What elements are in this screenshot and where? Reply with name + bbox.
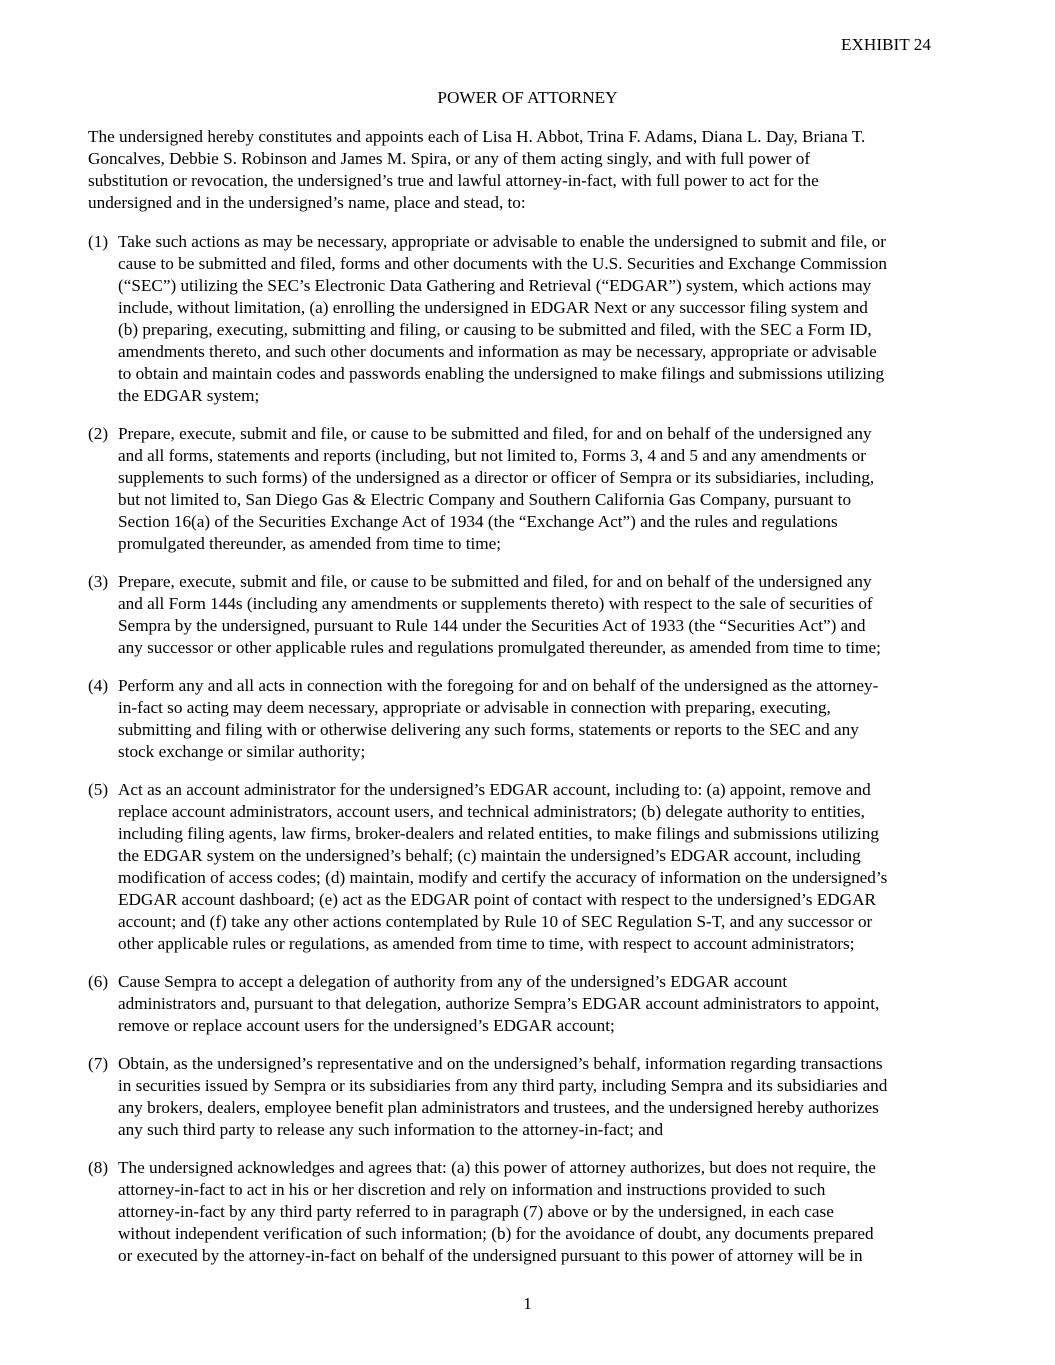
text-line: attorney-in-fact to act in his or her discretion and rely on information and instructions provided to such — [118, 1180, 826, 1199]
text-line: substitution or revocation, the undersigned’s true and lawful attorney-in-fact, with full power to act for the — [88, 171, 819, 190]
list-item — [88, 1157, 978, 1267]
text-line: Take such actions as may be necessary, appropriate or advisable to enable the undersigned to submit and file, or — [118, 232, 886, 251]
text-line: The undersigned hereby constitutes and appoints each of Lisa H. Abbot, Trina F. Adams, Diana L. Day, Briana T. — [88, 127, 866, 146]
text-line: without independent verification of such information; (b) for the avoidance of doubt, any documents prepared — [118, 1224, 874, 1243]
text-line: Prepare, execute, submit and file, or cause to be submitted and filed, for and on behalf of the undersigned any — [118, 572, 872, 591]
text-line: or executed by the attorney-in-fact on behalf of the undersigned pursuant to this power of attorney will be in — [118, 1246, 863, 1265]
intro-paragraph — [88, 126, 978, 214]
item-number: (2) — [88, 424, 109, 443]
document-body — [88, 126, 978, 1283]
item-text — [118, 1053, 887, 1141]
text-line: including filing agents, law firms, broker-dealers and related entities, to make filings and submissions utilizing — [118, 824, 879, 843]
list-item — [88, 675, 978, 763]
text-line: supplements to such forms) of the undersigned as a director or officer of Sempra or its subsidiaries, including, — [118, 468, 875, 487]
text-line: include, without limitation, (a) enrolling the undersigned in EDGAR Next or any successor filing system and — [118, 298, 868, 317]
text-line: administrators and, pursuant to that delegation, authorize Sempra’s EDGAR account administrators to appoint, — [118, 994, 880, 1013]
list-item — [88, 423, 978, 555]
text-line: Section 16(a) of the Securities Exchange Act of 1934 (the “Exchange Act”) and the rules and regulations — [118, 512, 838, 531]
text-line: and all forms, statements and reports (including, but not limited to, Forms 3, 4 and 5 and any amendments or — [118, 446, 867, 465]
item-number: (1) — [88, 232, 109, 251]
text-line: attorney-in-fact by any third party referred to in paragraph (7) above or by the undersigned, in each case — [118, 1202, 834, 1221]
text-line: remove or replace account users for the undersigned’s EDGAR account; — [118, 1016, 615, 1035]
list-item — [88, 571, 978, 659]
item-text — [118, 779, 887, 955]
text-line: amendments thereto, and such other documents and information as may be necessary, appropriate or advisable — [118, 342, 877, 361]
text-line: Sempra by the undersigned, pursuant to Rule 144 under the Securities Act of 1933 (the “Securities Act”) and — [118, 616, 866, 635]
text-line: to obtain and maintain codes and passwords enabling the undersigned to make filings and submissions utilizing — [118, 364, 885, 383]
text-line: Prepare, execute, submit and file, or cause to be submitted and filed, for and on behalf of the undersigned any — [118, 424, 872, 443]
text-line: the EDGAR system; — [118, 386, 260, 405]
item-text — [118, 423, 874, 555]
item-text — [118, 675, 878, 763]
text-line: Obtain, as the undersigned’s representative and on the undersigned’s behalf, information regarding transactions — [118, 1054, 883, 1073]
text-line: any such third party to release any such information to the attorney-in-fact; and — [118, 1120, 664, 1139]
text-line: promulgated thereunder, as amended from time to time; — [118, 534, 502, 553]
text-line: The undersigned acknowledges and agrees that: (a) this power of attorney authorizes, but does not require, the — [118, 1158, 876, 1177]
list-item — [88, 231, 978, 407]
text-line: Goncalves, Debbie S. Robinson and James M. Spira, or any of them acting singly, and with full power of — [88, 149, 811, 168]
item-text — [118, 971, 879, 1037]
text-line: and all Form 144s (including any amendments or supplements thereto) with respect to the sale of securities of — [118, 594, 873, 613]
item-number: (8) — [88, 1158, 109, 1177]
item-text — [118, 1157, 876, 1267]
numbered-list — [88, 231, 978, 1267]
text-line: any brokers, dealers, employee benefit plan administrators and trustees, and the undersigned hereby authorizes — [118, 1098, 879, 1117]
text-line: (b) preparing, executing, submitting and filing, or causing to be submitted and filed, with the SEC a Form ID, — [118, 320, 872, 339]
item-number: (3) — [88, 572, 109, 591]
item-text — [118, 231, 887, 407]
text-line: Perform any and all acts in connection with the foregoing for and on behalf of the undersigned as the attorney- — [118, 676, 879, 695]
text-line: account; and (f) take any other actions contemplated by Rule 10 of SEC Regulation S-T, and any successor or — [118, 912, 873, 931]
page-number: 1 — [523, 1294, 532, 1313]
text-line: submitting and filing with or otherwise delivering any such forms, statements or reports to the SEC and any — [118, 720, 859, 739]
text-line: Cause Sempra to accept a delegation of authority from any of the undersigned’s EDGAR account — [118, 972, 788, 991]
text-line: replace account administrators, account users, and technical administrators; (b) delegate authority to entities, — [118, 802, 865, 821]
list-item — [88, 971, 978, 1037]
list-item — [88, 1053, 978, 1141]
text-line: other applicable rules or regulations, as amended from time to time, with respect to account administrators; — [118, 934, 855, 953]
text-line: modification of access codes; (d) maintain, modify and certify the accuracy of information on the undersigned’s — [118, 868, 888, 887]
list-item — [88, 779, 978, 955]
text-line: EDGAR account dashboard; (e) act as the EDGAR point of contact with respect to the undersigned’s EDGAR — [118, 890, 876, 909]
document-title: POWER OF ATTORNEY — [437, 88, 618, 107]
text-line: undersigned and in the undersigned’s name, place and stead, to: — [88, 193, 526, 212]
exhibit-label: EXHIBIT 24 — [841, 35, 931, 54]
item-number: (5) — [88, 780, 109, 799]
text-line: in securities issued by Sempra or its subsidiaries from any third party, including Sempra and its subsidiaries and — [118, 1076, 888, 1095]
text-line: the EDGAR system on the undersigned’s behalf; (c) maintain the undersigned’s EDGAR account, including — [118, 846, 861, 865]
text-line: in-fact so acting may deem necessary, appropriate or advisable in connection with preparing, executing, — [118, 698, 831, 717]
text-line: stock exchange or similar authority; — [118, 742, 366, 761]
item-number: (6) — [88, 972, 109, 991]
text-line: (“SEC”) utilizing the SEC’s Electronic Data Gathering and Retrieval (“EDGAR”) system, which actions may — [118, 276, 872, 295]
item-number: (4) — [88, 676, 109, 695]
text-line: any successor or other applicable rules and regulations promulgated thereunder, as amended from time to time; — [118, 638, 881, 657]
text-line: cause to be submitted and filed, forms and other documents with the U.S. Securities and Exchange Commission — [118, 254, 887, 273]
item-number: (7) — [88, 1054, 109, 1073]
text-line: but not limited to, San Diego Gas & Electric Company and Southern California Gas Company, pursuant to — [118, 490, 852, 509]
text-line: Act as an account administrator for the undersigned’s EDGAR account, including to: (a) appoint, remove and — [118, 780, 871, 799]
item-text — [118, 571, 881, 659]
